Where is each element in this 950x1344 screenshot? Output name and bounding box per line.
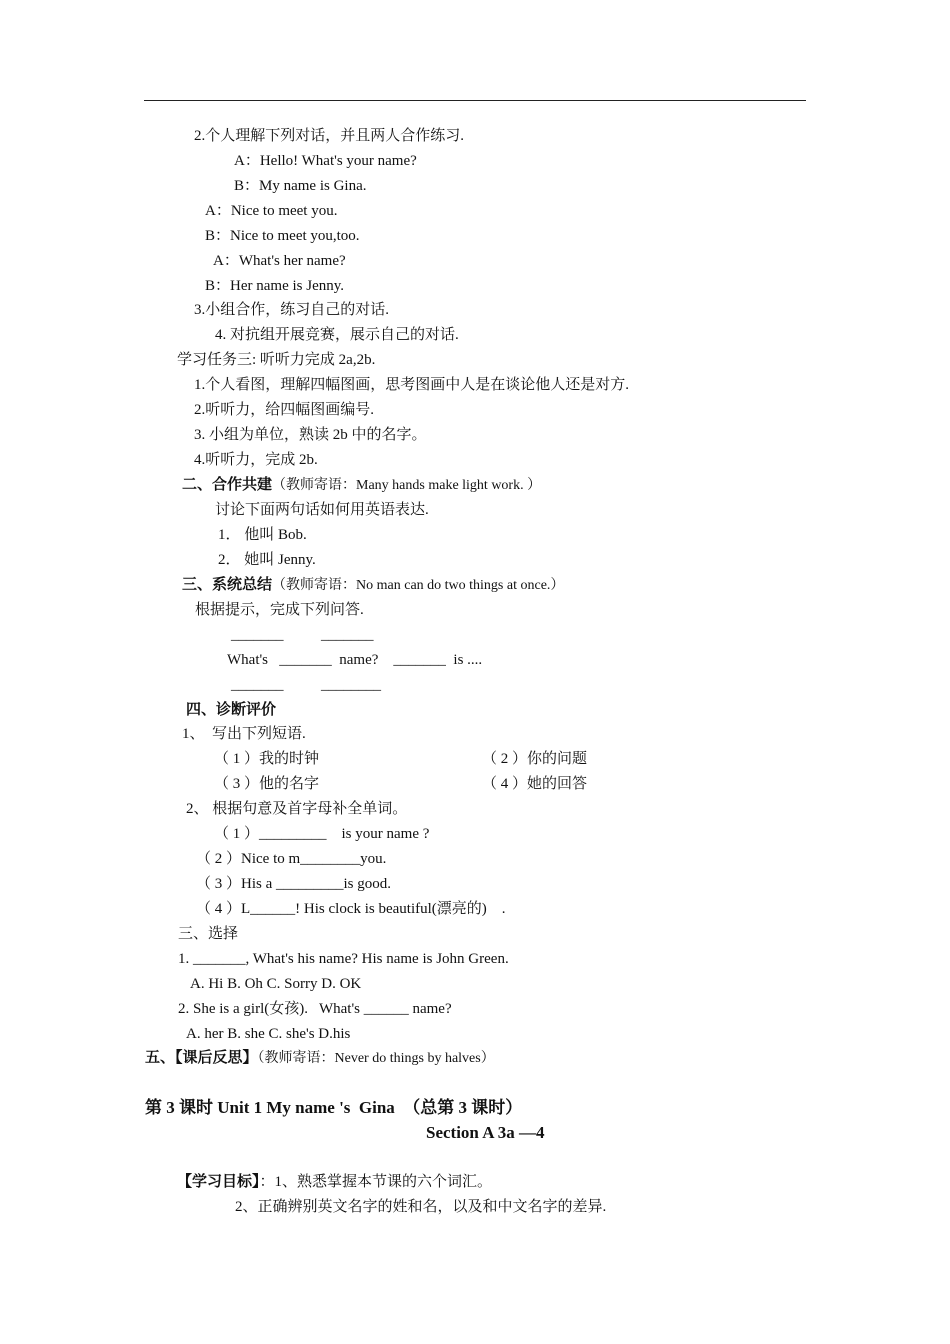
dialogue-line-2: B：My name is Gina. — [234, 178, 367, 194]
task-3-heading: 学习任务三: 听听力完成 2a,2b. — [177, 352, 376, 368]
header-rule — [144, 100, 806, 101]
section-5-title: 五、【课后反思】 — [145, 1050, 258, 1066]
choice-heading: 三、选择 — [178, 926, 239, 942]
dialogue-line-1: A：Hello! What's your name? — [234, 153, 417, 169]
blank-row-bottom: _______ ________ — [231, 677, 381, 693]
learning-goal-2: 2、正确辨别英文名字的姓和名，以及和中文名字的差异. — [235, 1199, 607, 1215]
phrase-item-4: （ 4 ）她的回答 — [482, 776, 588, 792]
section-3-motto: （教师寄语：No man can do two things at once.） — [272, 578, 565, 593]
learning-goal-1-text: ：1、熟悉掌握本节课的六个词汇。 — [259, 1174, 493, 1190]
fill-item-2: （ 2 ）Nice to m________you. — [196, 851, 387, 867]
fill-item-4: （ 4 ）L______! His clock is beautiful(漂亮的) . — [196, 901, 506, 917]
step-4-line: 4. 对抗组开展竞赛，展示自己的对话. — [215, 327, 459, 343]
lesson-3-title: 第 3 课时 Unit 1 My name 's Gina （总第 3 课时） — [145, 1098, 523, 1117]
discussion-item-2: 2． 她叫 Jenny. — [218, 552, 316, 568]
dialogue-line-5: A：What's her name? — [213, 253, 346, 269]
section-5-motto: （教师寄语：Never do things by halves） — [257, 1051, 495, 1066]
blank-row-middle: What's _______ name? _______ is .... — [227, 652, 483, 668]
discussion-prompt: 讨论下面两句话如何用英语表达. — [215, 502, 429, 518]
task-3-step-3: 3. 小组为单位，熟读 2b 中的名字。 — [194, 427, 427, 443]
dialogue-line-3: A：Nice to meet you. — [205, 203, 338, 219]
choice-options-1: A. Hi B. Oh C. Sorry D. OK — [190, 976, 362, 992]
blank-row-top: _______ _______ — [231, 627, 374, 643]
choice-options-2: A. her B. she C. she's D.his — [186, 1026, 351, 1042]
fill-item-3: （ 3 ）His a _________is good. — [196, 876, 392, 892]
lesson-3-section: Section A 3a —4 — [426, 1123, 545, 1142]
section-2-title: 二、合作共建 — [182, 477, 273, 493]
learning-goal-1 — [177, 1172, 492, 1192]
section-3-title: 三、系统总结 — [182, 577, 273, 593]
exercise-2-prompt: 2、 根据句意及首字母补全单词。 — [186, 801, 408, 817]
phrase-item-1: （ 1 ）我的时钟 — [214, 751, 320, 767]
section-2-motto: （教师寄语：Many hands make light work. ） — [272, 478, 542, 493]
section-4-heading: 四、诊断评价 — [186, 702, 277, 718]
summary-prompt: 根据提示，完成下列问答. — [195, 602, 364, 618]
dialogue-line-4: B：Nice to meet you,too. — [205, 228, 360, 244]
choice-question-2: 2. She is a girl(女孩). What's ______ name? — [178, 1001, 452, 1017]
task-3-step-1: 1.个人看图，理解四幅图画，思考图画中人是在谈论他人还是对方. — [194, 377, 630, 393]
learning-goal-label: 【学习目标】 — [177, 1174, 260, 1190]
dialogue-line-6: B：Her name is Jenny. — [205, 278, 344, 294]
exercise-1-prompt: 1、 写出下列短语. — [182, 726, 306, 742]
section-5-heading — [145, 1048, 495, 1069]
phrase-item-2: （ 2 ）你的问题 — [482, 751, 588, 767]
phrase-item-3: （ 3 ）他的名字 — [214, 776, 320, 792]
discussion-item-1: 1． 他叫 Bob. — [218, 527, 307, 543]
step-3-line: 3.小组合作，练习自己的对话. — [194, 302, 390, 318]
step-2-line: 2.个人理解下列对话，并且两人合作练习. — [194, 128, 465, 144]
choice-question-1: 1. _______, What's his name? His name is John Green. — [178, 951, 509, 967]
section-3-heading — [182, 575, 564, 596]
task-3-step-4: 4.听听力，完成 2b. — [194, 452, 318, 468]
section-2-heading — [182, 475, 541, 496]
task-3-step-2: 2.听听力，给四幅图画编号. — [194, 402, 375, 418]
fill-item-1: （ 1 ）_________ is your name ? — [214, 826, 430, 842]
